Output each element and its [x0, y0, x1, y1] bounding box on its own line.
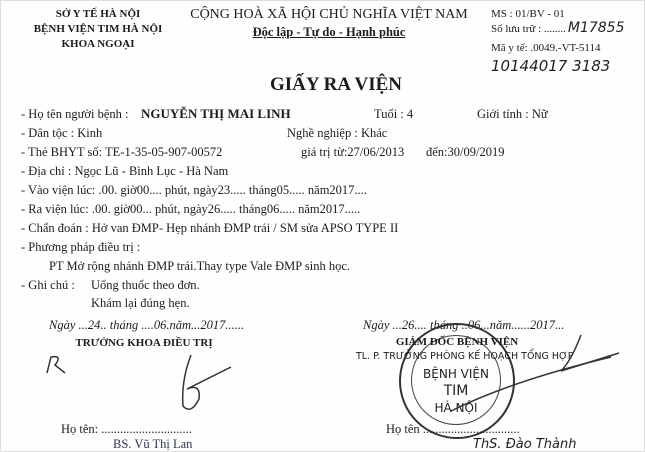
national-motto: Độc lập - Tự do - Hạnh phúc	[252, 25, 406, 39]
address: - Địa chỉ : Ngọc Lũ - Bình Lục - Hà Nam	[21, 164, 229, 178]
right-signer-name: ThS. Đào Thành	[473, 437, 577, 452]
hospital-name: BỆNH VIỆN TIM HÀ NỘI	[33, 23, 163, 35]
age: Tuổi : 4	[374, 107, 414, 121]
right-name-label: Họ tên ...............................	[386, 422, 520, 436]
left-signature	[41, 351, 241, 421]
treatment: PT Mở rộng nhánh ĐMP trái.Thay type Vale ĐMP sinh học.	[49, 259, 351, 273]
insurance-card: - Thẻ BHYT số: TE-1-35-05-907-00572	[21, 145, 223, 159]
medical-code: Mã y tế: .0049.-VT-5114	[491, 42, 601, 54]
document-title: GIẤY RA VIỆN	[270, 74, 402, 95]
right-signature	[421, 331, 621, 421]
archive-number: M17855	[567, 20, 625, 36]
gender: Giới tính : Nữ	[477, 107, 548, 121]
dept-of-health: SỞ Y TẾ HÀ NỘI	[55, 8, 141, 20]
left-signer-name: BS. Vũ Thị Lan	[113, 437, 193, 451]
treatment-label: - Phương pháp điều trị :	[21, 240, 141, 254]
national-title: CỘNG HOÀ XÃ HỘI CHỦ NGHĨA VIỆT NAM	[190, 7, 468, 22]
right-sign-date: Ngày ...26.... tháng ..06...năm......2017...	[363, 318, 565, 332]
stamp-line-2: TIM	[443, 383, 469, 399]
stamp-line-1: BỆNH VIỆN	[423, 367, 489, 381]
insurance-valid-to: đến:30/09/2019	[426, 145, 505, 159]
archive-row	[491, 21, 625, 35]
form-code: MS : 01/BV - 01	[491, 8, 565, 20]
left-sign-date: Ngày ...24.. tháng ....06.năm...2017......	[49, 318, 245, 332]
right-sign-role: GIÁM ĐỐC BỆNH VIỆN	[395, 336, 519, 348]
right-sign-subrole: TL. P. TRƯỞNG PHÒNG KẾ HOẠCH TỔNG HỢP	[356, 351, 574, 362]
note-2: Khám lại đúng hẹn.	[91, 296, 190, 310]
admission-time: - Vào viện lúc: .00. giờ00.... phút, ngày23..... tháng05..... năm2017....	[21, 183, 367, 197]
left-name-label: Họ tên: .............................	[61, 422, 192, 436]
insurance-valid-from: giá trị từ:27/06/2013	[301, 145, 405, 159]
ethnicity: - Dân tộc : Kinh	[21, 126, 103, 140]
stamp-line-3: HÀ NỘI	[434, 401, 478, 415]
patient-name-label: - Họ tên người bệnh :	[21, 107, 129, 121]
handwritten-number: 10144017 3183	[491, 57, 611, 75]
department: KHOA NGOẠI	[61, 38, 135, 50]
notes-label: - Ghi chú :	[21, 278, 75, 292]
diagnosis: - Chẩn đoán : Hở van ĐMP- Hẹp nhánh ĐMP trái / SM sửa APSO TYPE II	[21, 221, 399, 235]
discharge-time: - Ra viện lúc: .00. giờ00... phút, ngày26..... tháng06..... năm2017.....	[21, 202, 361, 216]
occupation: Nghề nghiệp : Khác	[287, 126, 388, 140]
left-sign-role: TRƯỞNG KHOA ĐIỀU TRỊ	[75, 337, 213, 349]
archive-label: Số lưu trữ : ........	[491, 23, 566, 35]
patient-name: NGUYỄN THỊ MAI LINH	[141, 106, 291, 121]
note-1: Uống thuốc theo đơn.	[91, 278, 200, 292]
